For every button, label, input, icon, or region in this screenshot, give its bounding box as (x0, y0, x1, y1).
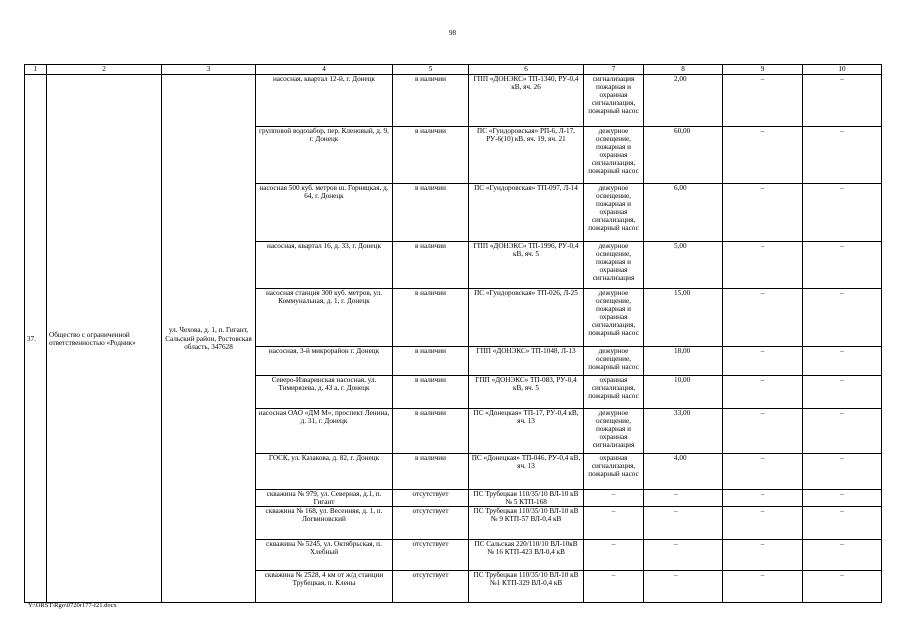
power-value-cell: – (644, 540, 723, 571)
header-cell: 3 (162, 65, 256, 75)
equipment-cell: дежурное освещение, пожарная и охранная сигнализация (584, 409, 644, 454)
equipment-cell: – (584, 490, 644, 507)
organization-name: Общество с ограниченной ответственностью «Родник» (49, 330, 136, 347)
equipment-cell: охранная сигнализация, пожарный насос (584, 454, 644, 490)
equipment-cell: – (584, 571, 644, 603)
col9-cell: – (723, 289, 803, 347)
header-cell: 5 (393, 65, 469, 75)
col10-cell: – (803, 376, 882, 409)
power-value-cell: 10,00 (644, 376, 723, 409)
object-cell: скважина № 979, ул. Северная, д.1, п. Гигант (256, 490, 393, 507)
col10-cell: – (803, 289, 882, 347)
col10-cell: – (803, 454, 882, 490)
power-source-cell: ГПП «ДОНЭКС» ТП-1340, РУ-0,4 кВ, яч. 26 (469, 75, 584, 127)
power-value-cell: 18,00 (644, 347, 723, 376)
power-source-cell: ПС «Донецкая» ТП-046, РУ-0,4 кВ, яч. 13 (469, 454, 584, 490)
header-cell: 6 (469, 65, 584, 75)
col9-cell: – (723, 490, 803, 507)
object-cell: насосная, квартал 12-й, г. Донецк (256, 75, 393, 127)
object-cell: насосная, квартал 16, д. 33, г. Донецк (256, 242, 393, 289)
header-cell: 2 (47, 65, 162, 75)
col10-cell: – (803, 507, 882, 540)
object-cell: насосная 500 куб. метров ш. Горняцкая, д. 64, г. Донецк (256, 184, 393, 242)
availability-cell: в наличии (393, 409, 469, 454)
col9-cell: – (723, 454, 803, 490)
power-value-cell: 5,00 (644, 242, 723, 289)
footer-file-path: Y:\ORST\Rgo\0720r177-f21.docx (28, 602, 117, 609)
col10-cell: – (803, 127, 882, 184)
col10-cell: – (803, 347, 882, 376)
object-cell: ГОСК, ул. Казакова, д. 82, г. Донецк (256, 454, 393, 490)
col10-cell: – (803, 242, 882, 289)
col9-cell: – (723, 409, 803, 454)
power-source-cell: ПС «Гундоровская» РП-6, Л-17, РУ-6(10) кВ, яч. 19, яч. 21 (469, 127, 584, 184)
object-cell: Северо-Изваринская насосная, ул. Тимирязева, д. 43 а, г. Донецк (256, 376, 393, 409)
equipment-cell: охранная сигнализация, пожарный насос (584, 376, 644, 409)
col9-cell: – (723, 507, 803, 540)
header-cell: 9 (723, 65, 803, 75)
power-value-cell: 6,00 (644, 184, 723, 242)
organization-address: ул. Чехова, д. 1, п. Гигант, Сальский район, Ростовская область, 347628 (165, 326, 252, 351)
power-value-cell: 4,00 (644, 454, 723, 490)
power-value-cell: 2,00 (644, 75, 723, 127)
equipment-cell: – (584, 540, 644, 571)
col10-cell: – (803, 75, 882, 127)
object-cell: групповой водозабор, пер. Кленовый, д. 9, г. Донецк (256, 127, 393, 184)
power-value-cell: 60,00 (644, 127, 723, 184)
availability-cell: в наличии (393, 75, 469, 127)
row-number-cell (25, 75, 47, 603)
col10-cell: – (803, 490, 882, 507)
header-cell: 1 (25, 65, 47, 75)
row-number: 37. (27, 334, 36, 343)
address-cell (162, 75, 256, 603)
col9-cell: – (723, 127, 803, 184)
table-row (25, 75, 882, 127)
power-value-cell: – (644, 490, 723, 507)
object-cell: скважина № 5245, ул. Октябрьская, п. Хлебный (256, 540, 393, 571)
availability-cell: в наличии (393, 289, 469, 347)
power-source-cell: ПС Трубецкая 110/35/10 ВЛ-10 кВ № 9 КТП-57 ВЛ-0,4 кВ (469, 507, 584, 540)
power-value-cell: – (644, 507, 723, 540)
availability-cell: отсутствует (393, 571, 469, 603)
col9-cell: – (723, 540, 803, 571)
col9-cell: – (723, 184, 803, 242)
equipment-cell: – (584, 507, 644, 540)
col9-cell: – (723, 376, 803, 409)
power-source-cell: ПС «Гундоровская» ТП-026, Л-25 (469, 289, 584, 347)
equipment-cell: дежурное освещение, пожарная и охранная сигнализация, пожарный насос (584, 127, 644, 184)
availability-cell: отсутствует (393, 540, 469, 571)
power-source-cell: ПС Трубецкая 110/35/10 ВЛ-10 кВ № 5 КТП-168 (469, 490, 584, 507)
object-cell: насосная, 3-й микрорайон г. Донецк (256, 347, 393, 376)
object-cell: скважина № 168, ул. Весенняя, д. 1, п. Логвиновский (256, 507, 393, 540)
power-value-cell: 33,00 (644, 409, 723, 454)
power-value-cell: – (644, 571, 723, 603)
power-source-cell: ГПП «ДОНЭКС» ТП-1996, РУ-0,4 кВ, яч. 5 (469, 242, 584, 289)
col9-cell: – (723, 75, 803, 127)
power-source-cell: ПС «Донецкая» ТП-17, РУ-0,4 кВ, яч. 13 (469, 409, 584, 454)
data-table (24, 64, 882, 603)
col10-cell: – (803, 409, 882, 454)
col10-cell: – (803, 540, 882, 571)
availability-cell: в наличии (393, 184, 469, 242)
availability-cell: в наличии (393, 242, 469, 289)
object-cell: скважина № 2528, 4 км от ж/д станции Трубецкая, п. Клены (256, 571, 393, 603)
equipment-cell: дежурное освещение, пожарная и охранная сигнализация (584, 242, 644, 289)
availability-cell: в наличии (393, 454, 469, 490)
object-cell: насосная станция 300 куб. метров, ул. Коммунальная, д. 1, г. Донецк (256, 289, 393, 347)
col9-cell: – (723, 242, 803, 289)
header-cell: 7 (584, 65, 644, 75)
header-row (25, 65, 882, 75)
availability-cell: в наличии (393, 347, 469, 376)
power-source-cell: ПС «Гундоровская» ТП-097, Л-14 (469, 184, 584, 242)
power-value-cell: 15,00 (644, 289, 723, 347)
organization-cell (47, 75, 162, 603)
col10-cell: – (803, 184, 882, 242)
equipment-cell: дежурное освещение, пожарный насос (584, 347, 644, 376)
col9-cell: – (723, 571, 803, 603)
equipment-cell: сигнализация пожарная и охранная сигнализация, пожарный насос (584, 75, 644, 127)
availability-cell: отсутствует (393, 507, 469, 540)
availability-cell: в наличии (393, 127, 469, 184)
power-source-cell: ГПП «ДОНЭКС» ТП-083, РУ-0,4 кВ, яч. 5 (469, 376, 584, 409)
availability-cell: отсутствует (393, 490, 469, 507)
col9-cell: – (723, 347, 803, 376)
header-cell: 8 (644, 65, 723, 75)
power-source-cell: ПС Сальская 220/110/10 ВЛ-10кВ № 16 КТП-423 ВЛ-0,4 кВ (469, 540, 584, 571)
equipment-cell: дежурное освещение, пожарная и охранная сигнализация, пожарный насос (584, 184, 644, 242)
col10-cell: – (803, 571, 882, 603)
power-source-cell: ПС Трубецкая 110/35/10 ВЛ-10 кВ №1 КТП-329 ВЛ-0,4 кВ (469, 571, 584, 603)
power-source-cell: ГПП «ДОНЭКС» ТП-1048, Л-13 (469, 347, 584, 376)
header-cell: 10 (803, 65, 882, 75)
availability-cell: в наличии (393, 376, 469, 409)
equipment-cell: дежурное освещение, пожарная и охранная сигнализация, пожарный насос (584, 289, 644, 347)
header-cell: 4 (256, 65, 393, 75)
object-cell: насосная ОАО «ДМ М», проспект Ленина, д. 31, г. Донецк (256, 409, 393, 454)
page-number: 98 (449, 29, 456, 37)
